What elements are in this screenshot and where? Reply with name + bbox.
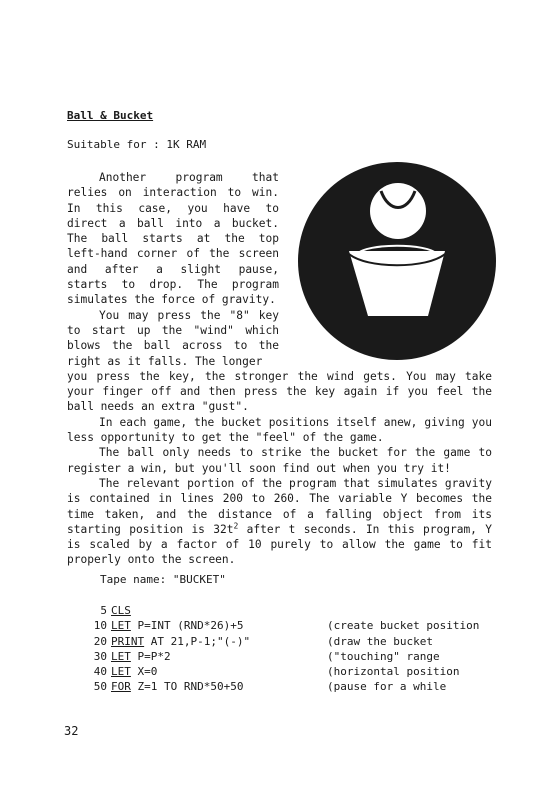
code-line — [87, 619, 507, 634]
statement-rest: AT 21,P-1;"(-)" — [144, 634, 251, 648]
statement — [111, 680, 243, 693]
paragraph-3: In each game, the bucket positions itself anew, giving you less opportunity to get the "feel" of the game. — [67, 415, 492, 445]
suitable-line: Suitable for : 1K RAM — [67, 138, 207, 151]
statement — [111, 650, 171, 663]
keyword: PRINT — [111, 634, 145, 648]
article-body — [67, 170, 492, 568]
paragraph-2a: You may press the "8" key to start up the "wind" which blows the ball across to the right as it falls. The longer — [67, 308, 279, 368]
line-number: 50 — [93, 680, 107, 694]
paragraph-2b: you press the key, the stronger the wind gets. You may take your finger off and then press the key again if you feel the ball needs an extra "gust". — [67, 369, 492, 414]
code-line — [87, 635, 507, 650]
line-number: 10 — [93, 619, 107, 633]
statement-rest: X=0 — [130, 665, 158, 679]
paragraph-5-part-b: after t seconds. In this program, Y is scaled by a factor of 10 purely to allow the game to fit properly onto the screen. — [67, 522, 492, 567]
paragraph-5 — [67, 476, 492, 568]
keyword: CLS — [111, 604, 131, 617]
statement-rest: P=INT (RND*26)+5 — [130, 619, 244, 633]
comment: (draw the bucket — [327, 634, 433, 648]
superscript: 2 — [233, 521, 239, 531]
statement — [111, 665, 157, 678]
keyword: FOR — [111, 680, 131, 694]
page-title: Ball & Bucket — [67, 109, 154, 122]
code-line — [87, 665, 507, 680]
line-number: 30 — [93, 649, 107, 663]
paragraph-5-part-a: The relevant portion of the program that simulates gravity is contained in lines 200 to 260. The variable Y becomes the time taken, and the distance of a falling object from its starting position is 32t — [67, 476, 492, 536]
statement-rest: Z=1 TO RND*50+50 — [130, 680, 244, 694]
paragraph-1: Another program that relies on interaction to win. In this case, you have to direct a ball into a bucket. The ball starts at the top left-hand corner of the screen and after a slight pause, starts to drop. The program simulates the force of gravity. — [67, 171, 279, 307]
paragraph-4: The ball only needs to strike the bucket for the game to register a win, but you'll soon find out when you try it! — [67, 446, 492, 475]
tape-name: Tape name: "BUCKET" — [100, 573, 226, 586]
page-number: 32 — [64, 724, 79, 738]
code-line — [87, 680, 507, 695]
keyword: LET — [111, 619, 131, 633]
keyword: LET — [111, 649, 131, 663]
code-listing — [87, 604, 507, 696]
statement — [111, 604, 131, 617]
line-number: 5 — [100, 604, 107, 617]
statement — [111, 635, 250, 648]
code-line — [87, 604, 507, 619]
comment: (create bucket position — [327, 619, 480, 633]
line-number: 20 — [93, 634, 107, 648]
comment: (pause for a while — [327, 680, 447, 694]
comment: (horizontal position — [327, 665, 460, 679]
statement-rest: P=P*2 — [130, 649, 171, 663]
statement — [111, 619, 243, 632]
line-number: 40 — [93, 665, 107, 679]
keyword: LET — [111, 665, 131, 679]
code-line — [87, 650, 507, 665]
comment: ("touching" range — [327, 649, 440, 663]
